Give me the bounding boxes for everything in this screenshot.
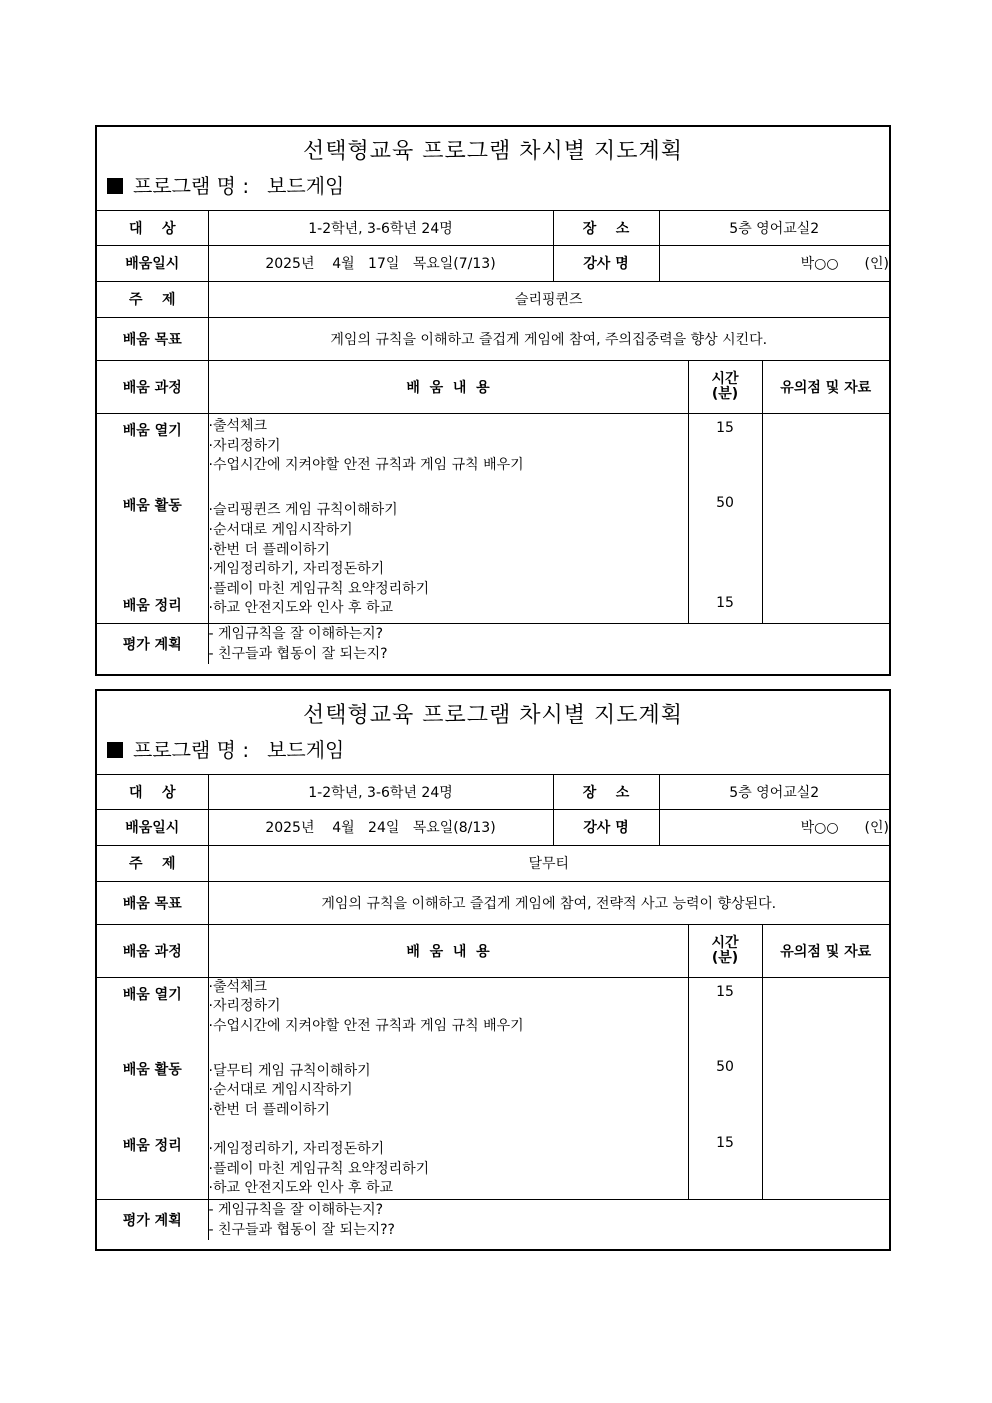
eval-line: - 게임규칙을 잘 이해하는지? bbox=[208, 625, 384, 642]
target-value: 1-2학년, 3-6학년 24명 bbox=[208, 774, 553, 809]
step-closing: 배움 정리 bbox=[122, 597, 182, 614]
program-line bbox=[97, 733, 889, 773]
date-label: 배움일시 bbox=[97, 245, 208, 281]
time-opening: 15 bbox=[716, 983, 734, 1000]
time-values bbox=[688, 413, 762, 623]
content-line: ·출석체크 bbox=[208, 978, 268, 995]
content-line: ·수업시간에 지켜야할 안전 규칙과 게임 규칙 배우기 bbox=[208, 457, 524, 474]
content-line: ·한번 더 플레이하기 bbox=[208, 541, 331, 558]
step-activity: 배움 활동 bbox=[122, 1061, 182, 1078]
eval-line: - 친구들과 협동이 잘 되는지?? bbox=[208, 1222, 395, 1239]
process-header: 배움 과정 bbox=[97, 360, 208, 413]
target-label: 대 상 bbox=[97, 210, 208, 245]
black-square-icon bbox=[107, 742, 123, 758]
place-label: 장 소 bbox=[553, 774, 659, 809]
program-name: 보드게임 bbox=[267, 738, 345, 763]
goal-label: 배움 목표 bbox=[97, 881, 208, 924]
content-header: 배 움 내 용 bbox=[208, 360, 688, 413]
step-opening: 배움 열기 bbox=[122, 986, 182, 1003]
header-block bbox=[97, 691, 889, 774]
black-square-icon bbox=[107, 178, 123, 194]
program-label: 프로그램 명 : bbox=[133, 738, 250, 763]
date-value: 2025년 4월 17일 목요일(7/13) bbox=[208, 245, 553, 281]
date-value: 2025년 4월 24일 목요일(8/13) bbox=[208, 809, 553, 845]
eval-line: - 친구들과 협동이 잘 되는지? bbox=[208, 645, 388, 662]
lesson-plan-1 bbox=[95, 125, 891, 676]
content-line: ·수업시간에 지켜야할 안전 규칙과 게임 규칙 배우기 bbox=[208, 1017, 524, 1034]
time-header-bottom: (분) bbox=[711, 385, 739, 402]
document-title: 선택형교육 프로그램 차시별 지도계획 bbox=[302, 703, 683, 729]
goal-label: 배움 목표 bbox=[97, 317, 208, 360]
content-line bbox=[209, 476, 688, 496]
content-line: ·슬리핑퀸즈 게임 규칙이해하기 bbox=[208, 502, 398, 519]
document-title: 선택형교육 프로그램 차시별 지도계획 bbox=[302, 139, 683, 165]
time-opening: 15 bbox=[716, 419, 734, 436]
time-header-bottom: (분) bbox=[711, 949, 739, 966]
content-line: ·출석체크 bbox=[208, 418, 268, 435]
teacher-label: 강사 명 bbox=[553, 245, 659, 281]
target-label: 대 상 bbox=[97, 774, 208, 809]
teacher-name: 박○○ bbox=[800, 820, 839, 836]
content-line: ·달무티 게임 규칙이해하기 bbox=[208, 1062, 371, 1079]
step-activity: 배움 활동 bbox=[122, 497, 182, 514]
notes-cell bbox=[762, 413, 889, 623]
time-closing: 15 bbox=[716, 1134, 734, 1151]
program-line bbox=[97, 169, 889, 209]
stamp-mark: (인) bbox=[864, 256, 889, 272]
content-line: ·자리정하기 bbox=[208, 998, 281, 1015]
lesson-plan-2 bbox=[95, 689, 891, 1251]
content-line: ·순서대로 게임시작하기 bbox=[208, 522, 353, 538]
notes-header: 유의점 및 자료 bbox=[762, 360, 889, 413]
step-closing: 배움 정리 bbox=[122, 1137, 182, 1154]
stamp-mark: (인) bbox=[864, 820, 889, 836]
eval-line: - 게임규칙을 잘 이해하는지? bbox=[208, 1202, 384, 1219]
time-header-top: 시간 bbox=[711, 934, 739, 951]
program-label: 프로그램 명 : bbox=[133, 174, 250, 199]
topic-value: 슬리핑퀸즈 bbox=[208, 281, 889, 317]
time-header bbox=[688, 924, 762, 977]
eval-label: 평가 계획 bbox=[97, 1200, 208, 1241]
date-label: 배움일시 bbox=[97, 809, 208, 845]
goal-value: 게임의 규칙을 이해하고 즐겁게 게임에 참여, 주의집중력을 향상 시킨다. bbox=[208, 317, 889, 360]
content-line bbox=[209, 1036, 688, 1056]
notes-header: 유의점 및 자료 bbox=[762, 924, 889, 977]
time-values bbox=[688, 977, 762, 1200]
place-value: 5층 영어교실2 bbox=[659, 210, 889, 245]
time-header bbox=[688, 360, 762, 413]
content-line: ·플레이 마친 게임규칙 요약정리하기 bbox=[208, 1160, 430, 1177]
content-line: ·한번 더 플레이하기 bbox=[208, 1102, 331, 1119]
content-line: ·하교 안전지도와 인사 후 하교 bbox=[208, 1180, 394, 1197]
process-header: 배움 과정 bbox=[97, 924, 208, 977]
eval-label: 평가 계획 bbox=[97, 623, 208, 664]
process-steps bbox=[97, 413, 208, 623]
notes-cell bbox=[762, 977, 889, 1200]
goal-value: 게임의 규칙을 이해하고 즐겁게 게임에 참여, 전략적 사고 능력이 향상된다. bbox=[208, 881, 889, 924]
teacher-value bbox=[659, 245, 889, 281]
topic-value: 달무티 bbox=[208, 845, 889, 881]
process-steps bbox=[97, 977, 208, 1200]
topic-label: 주 제 bbox=[97, 845, 208, 881]
content-line: ·순서대로 게임시작하기 bbox=[208, 1082, 353, 1099]
time-closing: 15 bbox=[716, 594, 734, 611]
teacher-label: 강사 명 bbox=[553, 809, 659, 845]
eval-lines bbox=[208, 1200, 889, 1241]
content-line: ·게임정리하기, 자리정돈하기 bbox=[208, 561, 385, 578]
eval-lines bbox=[208, 623, 889, 664]
time-header-top: 시간 bbox=[711, 370, 739, 387]
place-label: 장 소 bbox=[553, 210, 659, 245]
teacher-name: 박○○ bbox=[800, 256, 839, 272]
content-line bbox=[209, 1121, 688, 1141]
time-activity: 50 bbox=[716, 494, 734, 511]
step-opening: 배움 열기 bbox=[122, 422, 182, 439]
content-lines bbox=[208, 413, 688, 623]
teacher-value bbox=[659, 809, 889, 845]
content-line: ·자리정하기 bbox=[208, 437, 281, 454]
content-line: ·게임정리하기, 자리정돈하기 bbox=[208, 1141, 385, 1158]
content-line: ·하교 안전지도와 인사 후 하교 bbox=[208, 600, 394, 617]
content-header: 배 움 내 용 bbox=[208, 924, 688, 977]
topic-label: 주 제 bbox=[97, 281, 208, 317]
content-line: ·플레이 마친 게임규칙 요약정리하기 bbox=[208, 580, 430, 597]
place-value: 5층 영어교실2 bbox=[659, 774, 889, 809]
header-block bbox=[97, 127, 889, 210]
content-lines bbox=[208, 977, 688, 1200]
time-activity: 50 bbox=[716, 1058, 734, 1075]
target-value: 1-2학년, 3-6학년 24명 bbox=[208, 210, 553, 245]
program-name: 보드게임 bbox=[267, 174, 345, 199]
